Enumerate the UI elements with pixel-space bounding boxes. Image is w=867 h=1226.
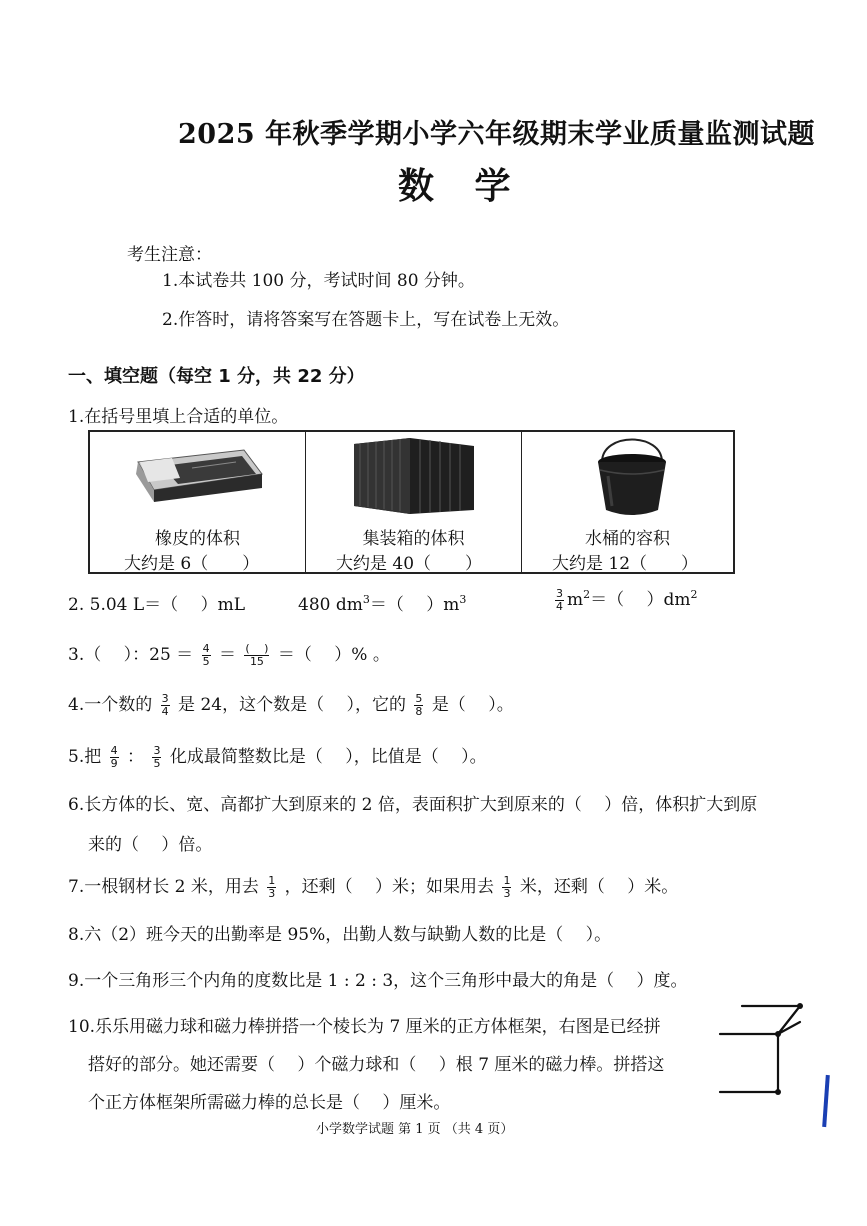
notice-item: 2.作答时，请将答案写在答题卡上，写在试卷上无效。	[162, 310, 570, 330]
q5-text: 化成最简整数比是（ ），比值是（ ）。	[169, 747, 487, 767]
q5-text: ：	[127, 747, 145, 767]
question-10-line2: 搭好的部分。她还需要（ ）个磁力球和（ ）根 7 厘米的磁力棒。拼搭这	[88, 1055, 665, 1075]
q2c-text: m	[567, 590, 584, 610]
fraction: $\frac{1}{3}$	[503, 873, 511, 900]
question-2a: 2. 5.04 L＝（ ）mL	[68, 595, 245, 615]
question-2c	[552, 585, 698, 613]
fraction: $\frac{4}{5}$	[202, 641, 210, 668]
subject-title: 数 学	[398, 165, 525, 207]
cell-answer: 大约是 12（ ）	[552, 554, 699, 574]
question-1: 1.在括号里填上合适的单位。	[68, 407, 289, 427]
exponent: 2	[690, 588, 698, 601]
q2b-text: ＝（ ）m	[369, 595, 460, 615]
question-6-line2: 来的（ ）倍。	[88, 835, 213, 855]
question-8: 8.六（2）班今天的出勤率是 95%，出勤人数与缺勤人数的比是（ ）。	[68, 925, 612, 945]
question-3	[68, 640, 390, 668]
fraction: $\frac{3}{4}$	[161, 691, 169, 718]
section-heading: 一、填空题（每空 1 分，共 22 分）	[68, 366, 365, 387]
magnet-ball	[797, 1003, 803, 1009]
exam-title: 2025 年秋季学期小学六年级期末学业质量监测试题	[178, 119, 816, 150]
scan-mark	[822, 1075, 830, 1127]
q3-text: 3.（ ）：25 ＝	[68, 645, 194, 665]
shipping-container-image	[350, 436, 478, 516]
fraction: $\frac{5}{8}$	[415, 691, 423, 718]
cell-answer: 大约是 6（ ）	[124, 554, 260, 574]
fraction: $\frac{( )}{15}$	[245, 641, 269, 668]
cell-caption: 水桶的容积	[585, 529, 670, 549]
question-5	[68, 742, 487, 770]
table-cell-container	[306, 432, 522, 572]
exponent: 2	[583, 588, 591, 601]
q4-text: 4.一个数的	[68, 695, 153, 715]
question-10-line1: 10.乐乐用磁力球和磁力棒拼搭一个棱长为 7 厘米的正方体框架，右图是已经拼	[68, 1017, 661, 1037]
table-cell-eraser	[90, 432, 306, 572]
question-9: 9.一个三角形三个内角的度数比是 1 : 2 : 3，这个三角形中最大的角是（ ）度。	[68, 971, 688, 991]
fraction: $\frac{3}{4}$	[556, 586, 563, 613]
q7-text: 7.一根钢材长 2 米，用去	[68, 877, 259, 897]
table-cell-bucket	[522, 432, 733, 572]
question-6-line1: 6.长方体的长、宽、高都扩大到原来的 2 倍，表面积扩大到原来的（ ）倍，体积扩大到原	[68, 795, 758, 815]
units-table	[88, 430, 735, 574]
question-10-line3: 个正方体框架所需磁力棒的总长是（ ）厘米。	[88, 1093, 451, 1113]
q3-text: ＝（ ）% 。	[277, 645, 390, 665]
notice-item: 1.本试卷共 100 分，考试时间 80 分钟。	[162, 271, 475, 291]
q4-text: 是（ ）。	[431, 695, 514, 715]
q7-text: 米，还剩（ ）米。	[519, 877, 679, 897]
question-7	[68, 872, 678, 900]
cell-caption: 集装箱的体积	[362, 529, 465, 549]
q2b-text: 480 dm	[298, 595, 363, 615]
q4-text: 是 24，这个数是（ ），它的	[178, 695, 406, 715]
cube-frame-diagram	[712, 996, 812, 1100]
question-2b	[298, 590, 466, 615]
fraction: $\frac{3}{5}$	[153, 743, 161, 770]
exponent: 3	[362, 593, 370, 606]
q2c-text: ＝（ ）dm	[590, 590, 691, 610]
cell-caption: 橡皮的体积	[155, 529, 240, 549]
exponent: 3	[459, 593, 467, 606]
water-bucket-image	[592, 436, 672, 518]
q5-text: 5.把	[68, 747, 102, 767]
q7-text: ，还剩（ ）米；如果用去	[284, 877, 495, 897]
fraction: $\frac{4}{9}$	[110, 743, 118, 770]
magnet-ball	[775, 1089, 781, 1095]
q3-text: ＝	[218, 645, 236, 665]
eraser-image	[132, 444, 266, 502]
page-footer: 小学数学试题 第 1 页 （共 4 页）	[316, 1122, 514, 1137]
notice-heading: 考生注意：	[127, 245, 212, 265]
cell-answer: 大约是 40（ ）	[336, 554, 483, 574]
magnet-ball	[775, 1031, 781, 1037]
fraction: $\frac{1}{3}$	[268, 873, 276, 900]
question-4	[68, 690, 514, 718]
